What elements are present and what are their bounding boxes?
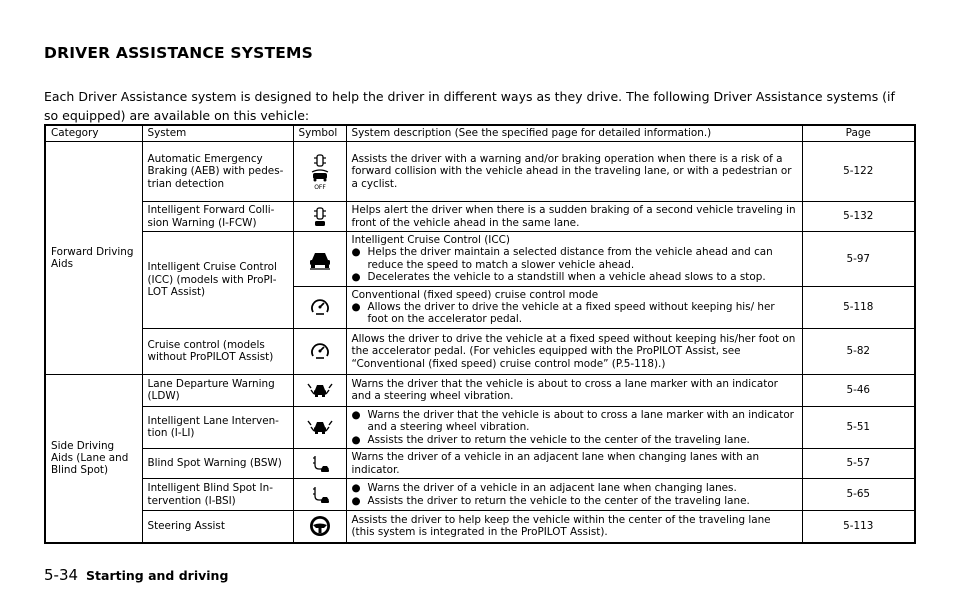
category-cell: Side Driving Aids (Lane and Blind Spot) [45,374,142,542]
steering-wheel-icon [308,514,332,538]
description-cell [346,286,802,328]
symbol-cell [293,142,346,202]
page-cell: 5-122 [802,142,915,202]
blind-spot-icon [309,453,331,475]
table-row [45,328,915,374]
table-row [45,406,915,448]
speedometer-icon [309,340,331,362]
page-cell: 5-132 [802,202,915,232]
description-cell: Assists the driver to help keep the vehicle within the center of the traveling lane (this system is integrated in the ProPILOT Assist). [346,511,802,543]
section-heading: DRIVER ASSISTANCE SYSTEMS [44,44,314,62]
list-item: ● Warns the driver that the vehicle is about to cross a lane marker with an indicator and a steering wheel vibration. [351,408,794,434]
aeb-off-label: OFF [313,183,326,191]
list-item: ● Decelerates the vehicle to a standstill when a vehicle ahead slows to a stop. [351,271,766,284]
system-cell: Intelligent Cruise Control (ICC) (models with ProPI-LOT Assist) [142,232,293,329]
page-cell: 5-82 [802,328,915,374]
description-cell [346,406,802,448]
header-category: Category [45,125,142,142]
list-item: ● Helps the driver maintain a selected distance from the vehicle ahead and can reduce the speed to match a slower vehicle ahead. [351,246,773,271]
list-item: ● Assists the driver to return the vehicle to the center of the traveling lane. [351,433,750,446]
system-cell: Intelligent Blind Spot In-tervention (I-BSI) [142,479,293,511]
description-title: Intelligent Cruise Control (ICC) [351,234,510,246]
aeb-off-icon [307,152,333,192]
table-row [45,202,915,232]
page-cell: 5-113 [802,511,915,543]
system-cell: Blind Spot Warning (BSW) [142,449,293,479]
section-title: Starting and driving [86,568,229,583]
description-cell: Assists the driver with a warning and/or braking operation when there is a risk of a forward collision with the vehicle ahead in the traveling lane, or with a pedestrian or a cyclist. [346,142,802,202]
description-title: Conventional (fixed speed) cruise control mode [351,288,599,301]
description-cell [346,232,802,287]
page-footer [44,566,228,584]
table-row [45,374,915,406]
page-number: 5-34 [44,566,79,584]
speedometer-icon [309,296,331,318]
symbol-cell [293,511,346,543]
system-cell: Automatic Emergency Braking (AEB) with pedes-trian detection [142,142,293,202]
lane-car-icon [306,417,334,437]
system-cell: Intelligent Lane Interven-tion (I-LI) [142,406,293,448]
page-cell: 5-118 [802,286,915,328]
description-cell: Helps alert the driver when there is a sudden braking of a second vehicle traveling in front of the vehicle ahead in the same lane. [346,202,802,232]
list-item: ● Allows the driver to drive the vehicle at a fixed speed without keeping his/ her foot on the accelerator pedal. [351,301,775,326]
symbol-cell [293,449,346,479]
system-cell: Cruise control (models without ProPILOT Assist) [142,328,293,374]
table-row [45,232,915,287]
intro-paragraph: Each Driver Assistance system is designed to help the driver in different ways as they drive. The following Driver Assistance systems (if so equipped) are available on this vehicle: [44,89,895,123]
header-description: System description (See the specified page for detailed information.) [346,125,802,142]
page-cell: 5-97 [802,232,915,287]
category-cell: Forward Driving Aids [45,142,142,375]
forward-collision-icon [309,206,331,228]
header-page: Page [802,125,915,142]
header-system: System [142,125,293,142]
list-item: ● Warns the driver of a vehicle in an adjacent lane when changing lanes. [351,482,737,495]
system-cell: Intelligent Forward Colli-sion Warning (I-FCW) [142,202,293,232]
symbol-cell [293,479,346,511]
symbol-cell [293,202,346,232]
system-cell: Lane Departure Warning (LDW) [142,374,293,406]
list-item: ● Assists the driver to return the vehicle to the center of the traveling lane. [351,494,750,507]
description-cell [346,479,802,511]
description-cell: Warns the driver that the vehicle is about to cross a lane marker with an indicator and a steering wheel vibration. [346,374,802,406]
blind-spot-icon [309,484,331,506]
page-cell: 5-51 [802,406,915,448]
page-cell: 5-46 [802,374,915,406]
description-cell: Allows the driver to drive the vehicle at a fixed speed without keeping his/her foot on the accelerator pedal. (For vehicles equipped with the ProPILOT Assist, see “Conventional (fixed speed) cruise control mode” (P.5-118).) [346,328,802,374]
page-cell: 5-57 [802,449,915,479]
system-cell: Steering Assist [142,511,293,543]
lane-car-icon [306,380,334,400]
icc-vehicle-icon [308,248,332,270]
header-symbol: Symbol [293,125,346,142]
description-cell: Warns the driver of a vehicle in an adjacent lane when changing lanes with an indicator. [346,449,802,479]
page-cell: 5-65 [802,479,915,511]
symbol-cell [293,286,346,328]
table-row [45,479,915,511]
table-header-row [45,125,915,142]
driver-assistance-table [44,124,916,544]
symbol-cell [293,374,346,406]
symbol-cell [293,328,346,374]
symbol-cell [293,232,346,287]
table-row [45,449,915,479]
symbol-cell [293,406,346,448]
table-row [45,142,915,202]
table-row [45,511,915,543]
